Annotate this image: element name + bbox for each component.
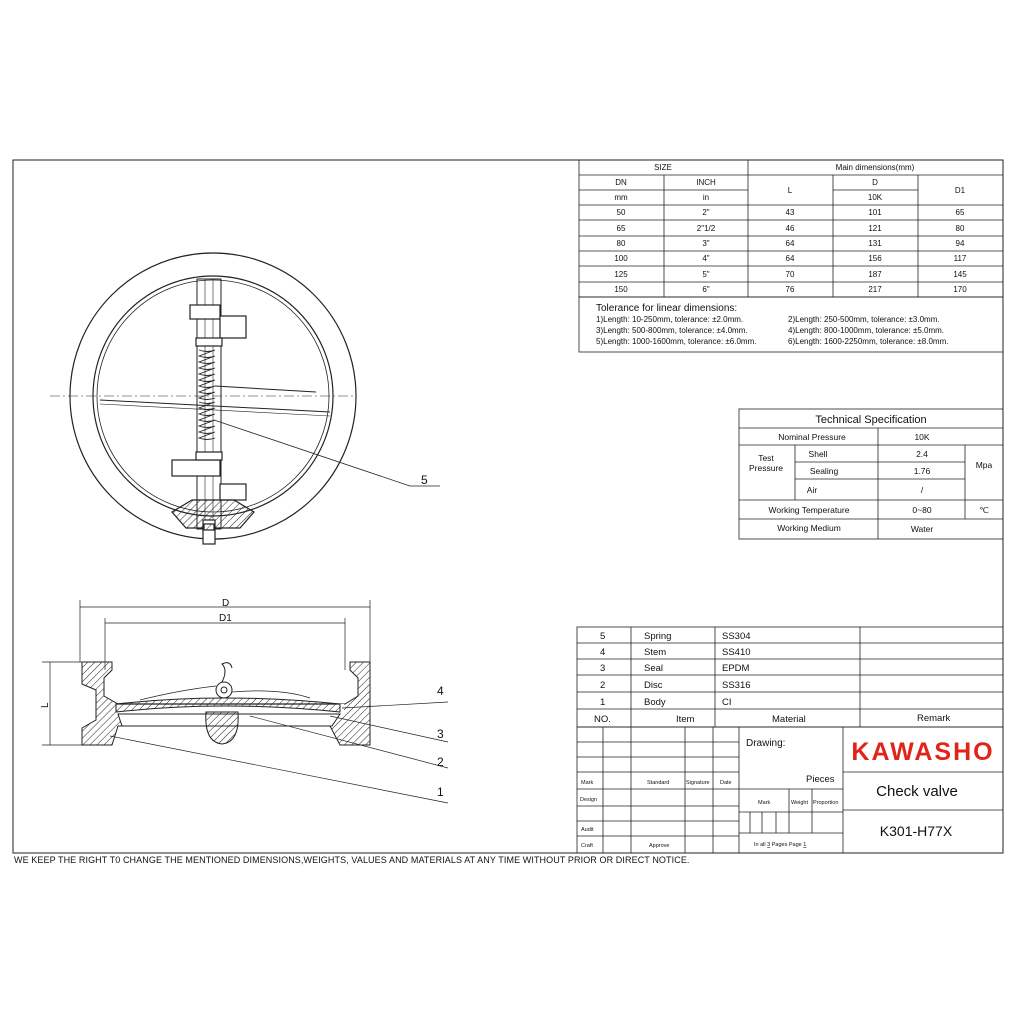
part-material: SS316 [722,680,751,691]
part-item: Body [644,697,666,708]
pressure-unit: Mpa [975,460,993,470]
working-medium-label: Working Medium [777,523,841,533]
shell-value: 2.4 [916,449,928,459]
weight-label: Weight [791,800,809,806]
tolerance-line: 3)Length: 500-800mm, tolerance: ±4.0mm. [596,326,748,335]
shell-label: Shell [808,449,828,459]
size-row-d: 121 [868,224,882,233]
size-row-inch: 3" [702,239,710,248]
nominal-pressure-label: Nominal Pressure [778,432,846,442]
working-medium-value: Water [910,524,934,534]
dim-d1-label: D1 [219,613,232,624]
tolerance-title: Tolerance for linear dimensions: [596,303,738,314]
tolerance-line: 2)Length: 250-500mm, tolerance: ±3.0mm. [788,315,940,324]
size-row-l: 64 [785,239,795,248]
size-row-d1: 117 [953,254,967,263]
size-row-d: 101 [868,208,882,217]
tolerance-line: 5)Length: 1000-1600mm, tolerance: ±6.0mm. [596,337,757,346]
side-view [42,600,448,803]
part-material: EPDM [722,663,750,674]
working-temperature-value: 0~80 [912,505,932,515]
approve-label: Approve [649,843,670,849]
pieces-label: Pieces [806,774,835,785]
size-row-dn: 100 [614,254,628,263]
part-material: CI [722,697,732,708]
dim-d-label: D [222,598,230,609]
proportion-label: Proportion [813,800,839,806]
product-name: Check valve [876,783,958,800]
drawing-label: Drawing: [746,738,786,749]
tolerance-line: 1)Length: 10-250mm, tolerance: ±2.0mm. [596,315,744,324]
part-item: Disc [644,680,663,691]
size-row-l: 64 [785,254,795,263]
test-pressure-label: Test [758,453,774,463]
mark-label: Mark [581,780,594,786]
callout-4: 4 [437,684,444,698]
part-item: Spring [644,631,672,642]
sealing-label: Sealing [809,466,839,476]
parts-header-no: NO. [594,714,611,725]
size-row-l: 76 [785,285,795,294]
size-row-l: 46 [785,224,795,233]
working-temperature-label: Working Temperature [768,505,850,515]
tolerance-line: 6)Length: 1600-2250mm, tolerance: ±8.0mm. [788,337,949,346]
tolerance-line: 4)Length: 800-1000mm, tolerance: ±5.0mm. [788,326,945,335]
model-number: K301-H77X [879,823,953,839]
size-row-d: 131 [868,239,882,248]
part-material: SS410 [722,647,751,658]
part-item: Stem [644,647,667,658]
dim-l-label: L [40,702,51,708]
size-row-inch: 4" [702,254,710,263]
test-pressure-label: Pressure [748,463,784,473]
size-row-d1: 80 [955,224,965,233]
part-no: 2 [600,680,606,691]
parts-header-remark: Remark [917,713,951,724]
size-row-inch: 6" [702,285,710,294]
parts-header-item: Item [676,714,695,725]
size-row-dn: 80 [616,239,626,248]
size-row-dn: 150 [614,285,628,294]
callout-2: 2 [437,755,444,769]
size-row-inch: 2" [702,208,710,217]
size-row-l: 43 [785,208,795,217]
main-dim-header: Main dimensions(mm) [835,163,915,172]
unit-d: 10K [867,193,883,202]
pages-info: In all 3 Pages Page 1 [754,842,807,848]
size-row-d: 187 [868,270,882,279]
size-header: SIZE [654,163,672,172]
part-item: Seal [644,663,664,674]
part-material: SS304 [722,631,751,642]
size-row-d1: 94 [955,239,965,248]
unit-inch: in [702,193,710,202]
tech-spec-table [739,409,1003,539]
col-d1: D1 [954,186,966,195]
size-row-inch: 2"1/2 [696,224,716,233]
col-l: L [787,186,793,195]
size-row-d: 217 [868,285,882,294]
size-row-d1: 170 [953,285,967,294]
col-d: D [872,178,878,187]
part-no: 5 [600,631,606,642]
size-row-dn: 125 [614,270,628,279]
callout-1: 1 [437,785,444,799]
mark-label-2: Mark [758,800,771,806]
disclaimer-notice: WE KEEP THE RIGHT T0 CHANGE THE MENTIONED DIMENSIONS,WEIGHTS, VALUES AND MATERIALS AT ANY TIME WITHOUT PRIOR OR DIRECT NOTICE. [14,855,690,865]
size-row-dn: 65 [616,224,626,233]
brand-logo: KAWASHO [851,738,995,766]
part-no: 3 [600,663,606,674]
col-dn: DN [615,178,627,187]
part-no: 4 [600,647,606,658]
sealing-value: 1.76 [913,466,931,476]
tech-spec-title: Technical Specification [815,414,927,426]
temperature-unit: ℃ [979,505,989,515]
audit-label: Audit [581,827,594,833]
nominal-pressure-value: 10K [914,432,930,442]
callout-5: 5 [421,473,428,487]
part-no: 1 [600,697,606,708]
air-label: Air [806,485,818,495]
standard-label: Standard [647,780,670,786]
size-row-d1: 65 [955,208,965,217]
parts-table [577,627,1003,727]
unit-dn: mm [614,193,628,202]
signature-label: Signature [686,780,710,786]
design-label: Design [580,797,598,803]
size-row-d1: 145 [953,270,967,279]
craft-label: Craft [581,843,593,849]
size-row-l: 70 [785,270,795,279]
parts-header-material: Material [772,714,806,725]
col-inch: INCH [696,178,716,187]
date-label: Date [720,780,732,786]
air-value: / [920,485,924,495]
size-row-dn: 50 [616,208,626,217]
callout-3: 3 [437,727,444,741]
size-row-d: 156 [868,254,882,263]
size-row-inch: 5" [702,270,710,279]
front-view [50,253,440,544]
